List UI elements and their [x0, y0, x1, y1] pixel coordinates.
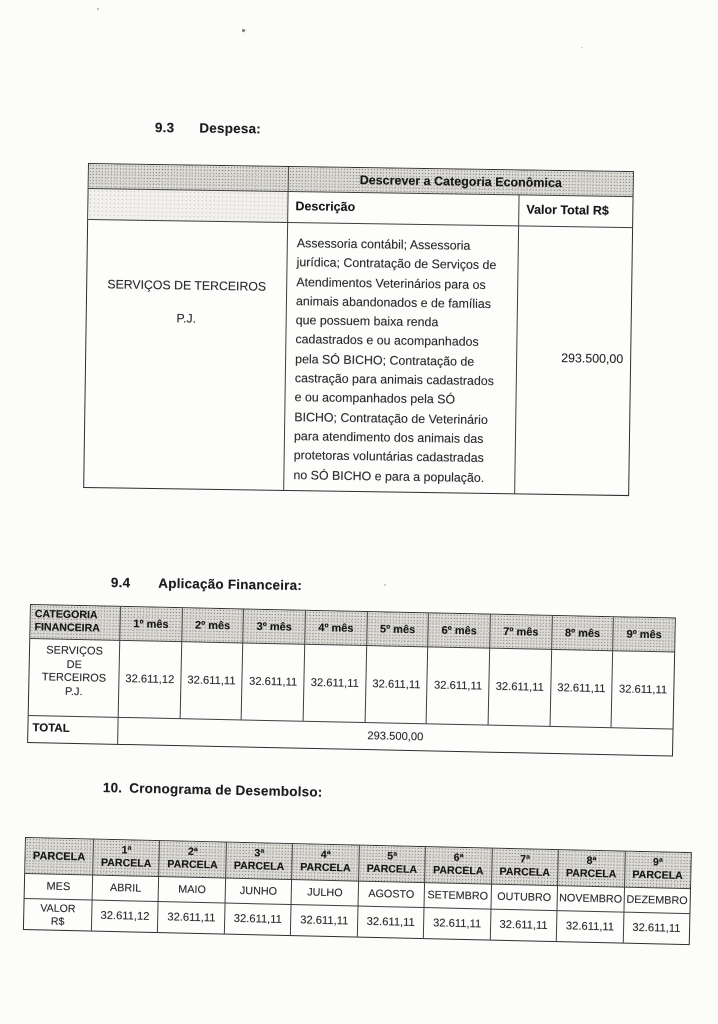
row-label-line: SERVIÇOS — [46, 644, 103, 658]
parcela-number: 1ª — [121, 844, 132, 857]
total-value-cell: 293.500,00 — [117, 717, 672, 756]
section-title: Despesa: — [199, 120, 262, 137]
row-label-line: DE — [66, 658, 83, 671]
value-cell: 32.611,11 — [364, 645, 427, 723]
aplicacao-financeira-table — [27, 604, 676, 756]
parcela-word: PARCELA — [499, 865, 551, 879]
parcela-word: PARCELA — [233, 859, 285, 873]
value-cell: 32.611,11 — [549, 649, 612, 727]
empty-header-cell — [89, 164, 288, 191]
mes-cell: ABRIL — [92, 875, 159, 902]
section-number: 10. — [102, 780, 123, 796]
valor-cell: 32.611,11 — [157, 901, 224, 933]
parcela-number: 5ª — [387, 850, 398, 863]
descricao-line: no SÓ BICHO e para a população. — [293, 467, 485, 485]
month-header-cell: 7º mês — [489, 615, 551, 649]
parcela-column-header — [225, 843, 292, 879]
parcela-column-header — [624, 852, 691, 888]
mes-cell: MAIO — [158, 876, 225, 903]
descricao-line: protetoras voluntárias cadastradas — [293, 448, 484, 466]
section-9-4-heading — [111, 575, 302, 593]
section-number: 9.3 — [154, 120, 175, 136]
value-cell: 32.611,11 — [611, 650, 674, 728]
descricao-header-cell: Descrição — [287, 191, 518, 225]
valor-label-cell — [24, 898, 92, 931]
section-9-3-heading — [155, 120, 261, 136]
categoria-cell — [84, 219, 287, 490]
mes-cell: NOVEMBRO — [557, 885, 624, 912]
descricao-line: para atendimento dos animais das — [293, 429, 484, 446]
month-header-cell: 3º mês — [243, 609, 305, 643]
cronograma-table — [23, 837, 692, 945]
group-header-cell: Descrever a Categoria Econômica — [288, 167, 633, 196]
parcela-column-header — [92, 840, 159, 876]
header-line: CATEGORIA — [34, 608, 98, 622]
descricao-line: BICHO; Contratação de Veterinário — [294, 409, 488, 427]
valor-total-cell: 293.500,00 — [514, 225, 632, 495]
parcela-column-header — [159, 841, 226, 877]
scan-speck — [384, 584, 386, 586]
month-header-cell: 8º mês — [551, 616, 613, 650]
scan-speck — [97, 8, 99, 10]
row-label-cell — [29, 638, 120, 717]
parcela-word: PARCELA — [100, 856, 152, 870]
valor-header-cell: Valor Total R$ — [518, 194, 632, 227]
valor-cell: 32.611,12 — [91, 900, 158, 932]
parcela-number: 3ª — [254, 847, 265, 860]
descricao-line: pela SÓ BICHO; Contratação de — [295, 351, 475, 369]
valor-cell: 32.611,11 — [489, 909, 556, 941]
scan-speck — [581, 47, 583, 48]
mes-cell: AGOSTO — [357, 881, 424, 908]
parcela-word: PARCELA — [167, 857, 218, 871]
total-label-cell: TOTAL — [28, 715, 118, 744]
descricao-line: cadastrados e ou acompanhados — [295, 332, 479, 350]
valor-cell: 32.611,11 — [556, 910, 623, 942]
parcela-column-header — [291, 844, 358, 880]
month-header-cell: 4º mês — [304, 611, 366, 645]
row-label-line: P.J. — [64, 685, 83, 698]
descricao-line: que possuem baixa renda — [295, 313, 439, 330]
parcela-word: PARCELA — [432, 863, 484, 877]
categoria-financeira-header-cell — [30, 605, 120, 640]
value-cell: 32.611,11 — [241, 642, 304, 720]
descricao-line: jurídica; Contratação de Serviços de — [296, 255, 497, 273]
month-header-cell: 2º mês — [181, 608, 243, 642]
parcela-word: PARCELA — [565, 866, 617, 880]
row-label-line: TERCEIROS — [41, 671, 107, 685]
parcela-word: PARCELA — [632, 868, 683, 882]
parcela-column-header — [491, 849, 558, 885]
parcela-column-header — [557, 850, 624, 886]
header-line: FINANCEIRA — [34, 621, 100, 635]
valor-cell: 32.611,11 — [224, 903, 291, 935]
valor-cell: 32.611,11 — [622, 912, 689, 944]
section-10-heading — [103, 780, 323, 800]
month-header-cell: 6º mês — [428, 613, 490, 647]
scan-speck — [242, 29, 245, 32]
month-header-cell: 5º mês — [366, 612, 428, 646]
valor-cell: 32.611,11 — [357, 906, 424, 938]
mes-cell: JUNHO — [224, 878, 291, 905]
descricao-line: Atendimentos Veterinários para os — [296, 274, 486, 292]
value-cell: 32.611,11 — [488, 648, 551, 726]
value-cell: 32.611,12 — [118, 640, 181, 718]
parcela-word: PARCELA — [300, 860, 351, 874]
parcela-header-cell: PARCELA — [25, 838, 93, 875]
categoria-line: SERVIÇOS DE TERCEIROS — [107, 277, 267, 294]
section-title: Cronograma de Desembolso: — [129, 780, 323, 800]
parcela-number: 8ª — [586, 854, 597, 867]
descricao-line: Assessoria contábil; Assessoria — [296, 236, 471, 253]
parcela-column-header — [424, 847, 491, 883]
valor-label-line: VALOR — [40, 902, 76, 916]
mes-cell: JULHO — [291, 879, 358, 906]
descricao-line: castração para animais cadastrados — [294, 371, 494, 389]
month-header-cell: 1º mês — [119, 607, 181, 641]
valor-cell: 32.611,11 — [423, 907, 490, 939]
section-number: 9.4 — [110, 575, 131, 591]
value-cell: 32.611,11 — [426, 646, 489, 724]
mes-cell: DEZEMBRO — [623, 887, 690, 914]
empty-header-cell — [88, 188, 287, 222]
mes-cell: OUTUBRO — [490, 884, 557, 911]
value-cell: 32.611,11 — [179, 641, 242, 719]
parcela-number: 2ª — [187, 845, 198, 858]
parcela-number: 7ª — [519, 853, 531, 866]
value-cell: 32.611,11 — [303, 644, 366, 722]
parcela-number: 4ª — [320, 848, 331, 861]
parcela-number: 6ª — [453, 851, 464, 864]
parcela-number: 9ª — [652, 856, 663, 869]
descricao-line: e ou acompanhados pela SÓ — [294, 390, 456, 407]
mes-label-cell: MES — [25, 873, 93, 900]
despesa-table — [83, 163, 634, 496]
mes-cell: SETEMBRO — [424, 882, 491, 909]
descricao-line: animais abandonados e de famílias — [295, 293, 491, 311]
valor-label-line: R$ — [50, 915, 65, 928]
parcela-column-header — [358, 846, 425, 882]
categoria-line: P.J. — [176, 311, 197, 326]
valor-cell: 32.611,11 — [290, 904, 357, 936]
month-header-cell: 9º mês — [612, 617, 674, 651]
descricao-cell — [283, 222, 518, 493]
parcela-word: PARCELA — [366, 862, 418, 876]
section-title: Aplicação Financeira: — [158, 575, 303, 594]
